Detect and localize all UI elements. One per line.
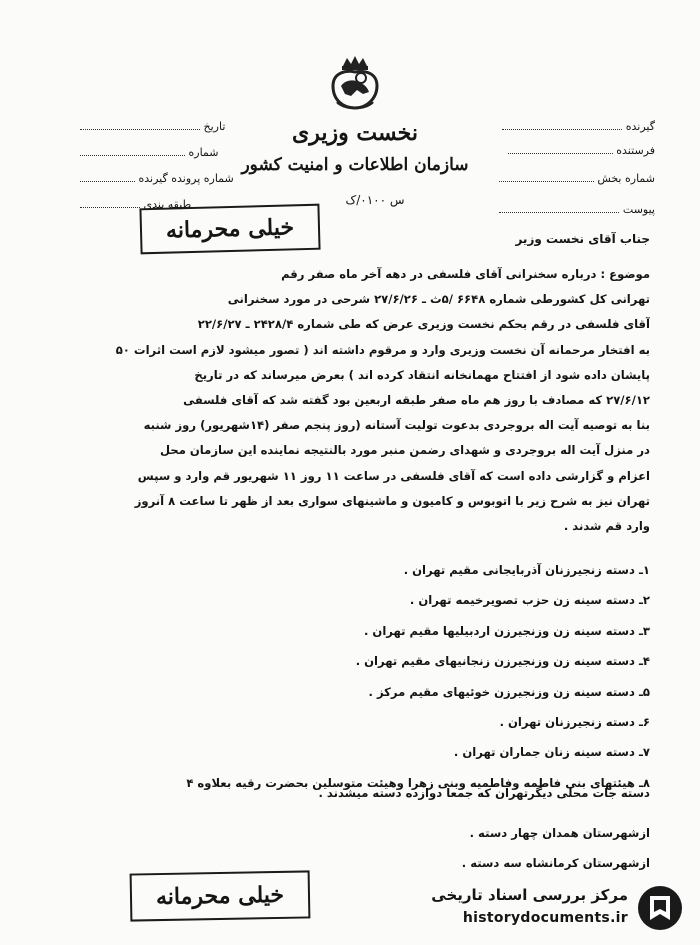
section-number-label: شماره بخش: [597, 172, 655, 185]
body-line: تهران نیز به شرح زیر با اتوبوس و کامیون و ماشینهای سواری بعد از ظهر تا ساعت ۸ آنروز: [134, 493, 650, 508]
list-item: ۸ـ هیئتهای بنی فاطمه وفاطمیه وبنی زهرا وهیئت متوسلین بحضرت رقیه بعلاوه ۴: [186, 775, 650, 790]
list-item: ۶ـ دسته زنجیرزنان تهران .: [499, 714, 650, 729]
attachment-dots: [499, 203, 619, 213]
top-secret-stamp: خیلی محرمانه: [139, 204, 320, 255]
body-line: در منزل آیت اله بروجردی و شهدای رضمن منبر مورد بالنتیجه نماینده این سازمان محل: [159, 443, 650, 458]
procession-groups-list: [170, 555, 650, 798]
organization-code: س ۰۱۰۰/ک: [345, 193, 405, 207]
after-list-text: دسته جات محلی دیگرتهران که جمعا دوازده دسته میشدند .: [318, 786, 650, 800]
body-line: وارد قم شدند .: [563, 519, 650, 534]
city-delegations: [170, 818, 650, 878]
sender-dots: [508, 144, 613, 154]
recipient-dots: [502, 120, 622, 130]
after-list-line: [170, 778, 650, 808]
list-item: ۲ـ دسته سینه زن حزب تصویرخیمه تهران .: [409, 593, 650, 608]
list-item: ۴ـ دسته سینه زن وزنجیرزن زنجانیهای مقیم تهران .: [355, 654, 650, 669]
list-item: ازشهرستان کرمانشاه سه دسته .: [461, 856, 650, 870]
watermark-title: مرکز بررسی اسناد تاریخی: [431, 886, 628, 904]
archive-logo-icon: [636, 884, 684, 932]
date-label: تاریخ: [203, 120, 226, 133]
lion-and-sun-emblem-icon: [327, 52, 383, 116]
body-line: آقای فلسفی در رقم بحکم نخست وزیری عرض که طی شماره ۲۴۲۸/۴ ـ ۲۲/۶/۲۷: [197, 317, 650, 332]
number-label: شماره: [188, 146, 219, 159]
addressee: جناب آقای نخست وزیر: [515, 232, 650, 246]
section-number-dots: [499, 172, 594, 182]
section-number-field: [499, 172, 655, 185]
letter-body: [95, 262, 650, 539]
recipient-field: [502, 120, 655, 133]
recipient-file-number-label: شماره پرونده گیرنده: [138, 172, 234, 185]
body-line: ۲۷/۶/۱۲ که مصادف با روز هم ماه صفر طبقه اربعین بود گفته شد که آقای فلسفی: [183, 393, 650, 408]
recipient-label: گیرنده: [625, 120, 655, 133]
body-line: بنا به توصیه آیت اله بروجردی بدعوت تولیت آستانه (روز پنجم صفر (۱۴شهریور) روز شنبه: [143, 418, 650, 433]
body-line: تهرانی کل کشورطی شماره ۶۶۴۸ /۵ث ـ ۲۷/۶/۲۶ شرحی در مورد سخنرانی: [227, 292, 650, 307]
classification-label: طبقه بندی: [143, 198, 192, 211]
bottom-secret-stamp: خیلی محرمانه: [130, 870, 311, 921]
watermark-url: historydocuments.ir: [462, 910, 628, 926]
sender-label: فرستنده: [616, 144, 655, 157]
recipient-file-number-dots: [80, 172, 135, 182]
subject-line: موضوع : درباره سخنرانی آقای فلسفی در دهه آخر ماه صفر رقم: [281, 267, 650, 281]
number-dots: [80, 146, 185, 156]
body-line: پایشان داده شود از افتتاح مهمانخانه انتقاد کرده اند ) بعرض میرساند که در تاریخ: [194, 367, 650, 382]
archive-watermark: [420, 880, 690, 936]
sender-field: [508, 144, 655, 157]
body-line: اعزام و گزارشی داده است که آقای فلسفی در ساعت ۱۱ روز ۱۱ شهریور قم وارد و سپس: [137, 468, 650, 483]
organization-subtitle: سازمان اطلاعات و امنیت کشور: [241, 155, 469, 175]
attachment-field: [499, 203, 655, 216]
attachment-label: پیوست: [622, 203, 655, 216]
list-item: ازشهرستان همدان چهار دسته .: [469, 826, 650, 840]
number-field: [80, 146, 219, 159]
date-field: [80, 120, 225, 133]
list-item: ۵ـ دسته سینه زن وزنجیرزن خوئیهای مقیم مرکز .: [368, 684, 650, 699]
body-line: به افتخار مرحمانه آن نخست وزیری وارد و مرقوم داشته اند ( تصور میشود لازم است اثرات ۵۰: [115, 342, 650, 357]
organization-title: نخست وزیری: [292, 120, 418, 146]
list-item: ۱ـ دسته زنجیرزنان آذربایجانی مقیم تهران .: [403, 563, 650, 577]
classification-dots: [80, 198, 140, 208]
list-item: ۳ـ دسته سینه زن وزنجیرزن اردبیلیها مقیم تهران .: [363, 623, 650, 638]
recipient-file-number-field: [80, 172, 234, 185]
date-dots: [80, 120, 200, 130]
list-item: ۷ـ دسته سینه زنان جماران تهران .: [453, 745, 650, 760]
